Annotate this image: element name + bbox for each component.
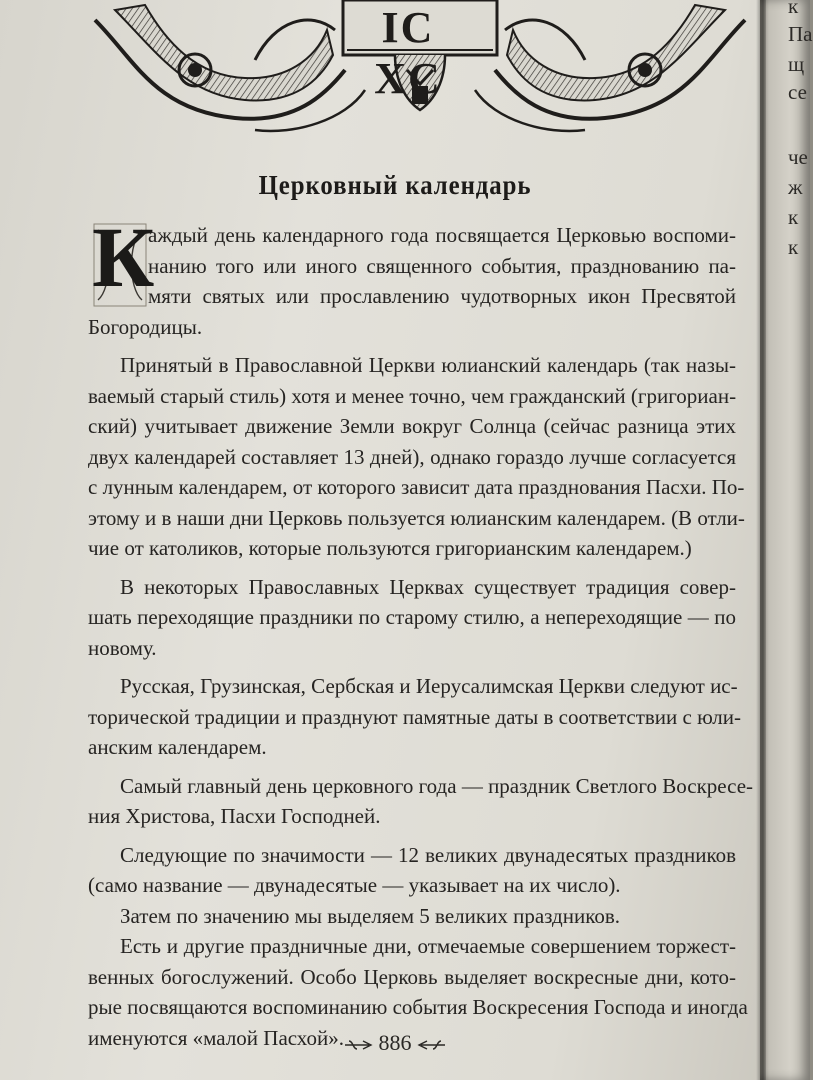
text-line: нанию того или иного священного события, празднованию па-: [148, 253, 736, 278]
adjacent-text-fragment: к: [788, 0, 799, 18]
drop-cap-letter: К: [92, 209, 155, 305]
text-line: ния Христова, Пасхи Господней.: [88, 804, 381, 828]
paragraph: [88, 671, 741, 763]
text-line: Есть и другие праздничные дни, отмечаемые совершением торжест-: [120, 934, 736, 958]
text-line: Принятый в Православной Церкви юлианский календарь (так назы-: [120, 353, 736, 377]
text-line: анским календарем.: [88, 735, 267, 759]
paragraph: [88, 350, 745, 564]
adjacent-text-fragment: ж: [788, 175, 803, 199]
text-line: (само название — двунадесятые — указывает на их число).: [88, 873, 621, 897]
paragraph: [88, 840, 736, 901]
adjacent-text-fragment: к: [788, 235, 799, 259]
adjacent-text-fragment: щ: [788, 52, 805, 76]
text-line: Русская, Грузинская, Сербская и Иерусалимская Церкви следуют ис-: [120, 674, 738, 698]
adjacent-text-fragment: че: [788, 145, 808, 169]
paragraph: [88, 901, 736, 932]
text-line: этому и в наши дни Церковь пользуется юлианским календарем. (В отли-: [88, 505, 745, 530]
adjacent-text-fragment: к: [788, 205, 799, 229]
text-line: аждый день календарного года посвящается Церковью воспоми-: [148, 223, 736, 247]
text-line: В некоторых Православных Церквах существует традиция совер-: [120, 574, 736, 599]
text-line: шать переходящие праздники по старому стилю, а непереходящие — по: [88, 605, 736, 629]
adjacent-text-fragment: Па: [788, 22, 813, 46]
page-title: Церковный календарь: [258, 170, 532, 200]
paragraph: [88, 220, 736, 342]
text-line: Богородицы.: [88, 314, 203, 339]
text-line: с лунным календарем, от которого зависит дата празднования Пасхи. По-: [88, 475, 745, 499]
text-line: венных богослужений. Особо Церковь выделяет воскресные дни, кото-: [88, 964, 736, 989]
text-line: чие от католиков, которые пользуются григорианским календарем.): [88, 536, 692, 560]
ornament-letters: IC XC: [374, 3, 442, 103]
paragraph: [88, 572, 736, 664]
text-line: ваемый старый стиль) хотя и менее точно, чем гражданский (григориан-: [88, 383, 737, 408]
text-line: Самый главный день церковного года — праздник Светлого Воскресе-: [120, 773, 754, 798]
page-footer: [0, 1030, 790, 1056]
left-flourish-icon: [343, 1038, 373, 1052]
text-line: ский) учитывает движение Земли вокруг Солнца (сейчас разница этих: [88, 414, 736, 438]
header-ornament: [95, 0, 745, 145]
text-line: двух календарей составляет 13 дней), однако гораздо лучше согласуется: [88, 444, 736, 469]
text-line: рые посвящаются воспоминанию события Воскресения Господа и иногда: [88, 995, 748, 1019]
page-number: 886: [378, 1030, 412, 1055]
text-line: именуются «малой Пасхой».: [88, 1025, 344, 1050]
paragraph: [88, 771, 754, 832]
book-gutter: [756, 0, 766, 1080]
adjacent-text-fragment: се: [788, 80, 807, 104]
text-line: мяти святых или прославлению чудотворных икон Пресвятой: [148, 284, 736, 308]
body-text: [88, 220, 754, 1053]
text-line: Следующие по значимости — 12 великих двунадесятых праздников: [120, 842, 736, 867]
text-line: торической традиции и празднуют памятные даты в соответствии с юли-: [88, 704, 741, 729]
text-line: Затем по значению мы выделяем 5 великих праздников.: [120, 903, 621, 928]
text-line: новому.: [88, 635, 157, 660]
adjacent-page-edge: [760, 0, 813, 1080]
right-flourish-icon: [417, 1038, 447, 1052]
